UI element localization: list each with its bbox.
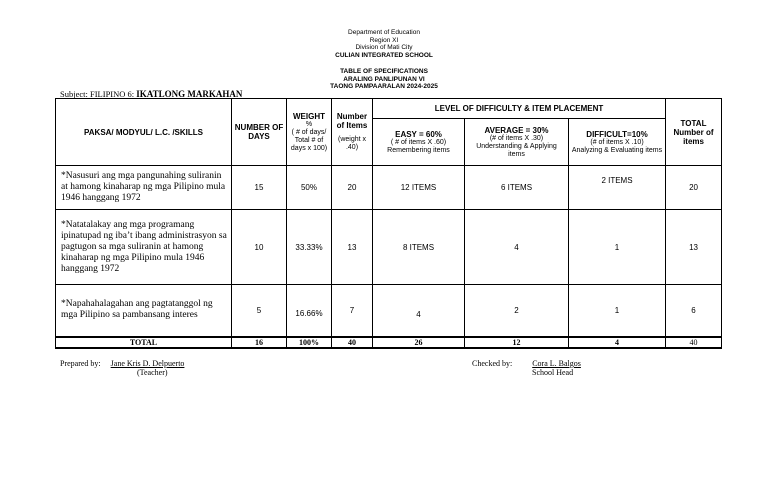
easy-cell: 12 ITEMS [373, 166, 465, 210]
easy-desc: Remembering items [387, 146, 450, 154]
header-weight [287, 99, 332, 166]
total-cell: 6 [666, 285, 722, 337]
average-cell: 4 [465, 210, 569, 285]
header-difficult [569, 119, 666, 166]
days-cell: 10 [232, 210, 287, 285]
average-cell: 2 [465, 285, 569, 337]
weight-cell: 50% [287, 166, 332, 210]
weight-percent: % [305, 120, 313, 128]
average-formula: (# of items X .30) [489, 134, 544, 142]
checked-by-block [472, 359, 581, 368]
items-title: Number of Items [336, 112, 368, 130]
difficult-cell: 1 [569, 210, 666, 285]
table-row [56, 210, 722, 285]
table-row [56, 285, 722, 337]
totals-items: 40 [332, 337, 373, 348]
quarter-label: IKATLONG MARKAHAN [136, 89, 243, 99]
checked-role: School Head [532, 368, 574, 377]
header-average [465, 119, 569, 166]
average-desc: Understanding & Applying items [476, 142, 557, 158]
items-note: (weight x .40) [337, 136, 366, 151]
document-header [0, 29, 768, 59]
weight-note: ( # of days/ Total # of days x 100) [290, 128, 328, 152]
easy-cell: 4 [373, 285, 465, 337]
skill-cell: *Nasusuri ang mga pangunahing suliranin at hamong kinaharap ng mga Pilipino mula 1946 hanggang 1972 [56, 166, 232, 210]
skill-cell: *Natatalakay ang mga programang ipinatupad ng iba’t ibang administrasyon sa pagtugon sa mga suliranin at hamong kinaharap ng mga Pilipino mula 1946 hanggang 1972 [56, 210, 232, 285]
skill-cell: *Napahahalagahan ang pagtatanggol ng mga Pilipino sa pambansang interes [56, 285, 232, 337]
items-cell: 13 [332, 210, 373, 285]
document-title-block [0, 68, 768, 91]
region-name: Region XI [369, 36, 399, 44]
easy-formula: ( # of items X .60) [390, 138, 447, 146]
department-name: Department of Education [348, 29, 420, 36]
easy-title: EASY = 60% [395, 129, 442, 139]
average-cell: 6 ITEMS [465, 166, 569, 210]
items-cell: 7 [332, 285, 373, 337]
totals-weight: 100% [287, 337, 332, 348]
checked-label: Checked by: [472, 359, 513, 368]
division-name: Division of Mati City [355, 44, 413, 51]
difficult-cell: 2 ITEMS [569, 166, 666, 210]
subject-label: Subject: FILIPINO 6: [60, 89, 135, 99]
weight-cell: 16.66% [287, 285, 332, 337]
totals-difficult: 4 [569, 337, 666, 348]
header-skills: PAKSA/ MODYUL/ L.C. /SKILLS [56, 99, 232, 166]
subject-title: ARALING PANLIPUNAN VI [343, 75, 425, 83]
totals-row [56, 337, 722, 348]
prepared-by-block [60, 359, 184, 368]
table-row [56, 166, 722, 210]
header-days: NUMBER OF DAYS [232, 99, 287, 166]
prepared-name: Jane Kris D. Delpuerto [110, 359, 185, 368]
totals-label: TOTAL [56, 337, 232, 348]
weight-title: WEIGHT [293, 111, 325, 121]
document-title: TABLE OF SPECIFICATIONS [340, 68, 428, 75]
header-items [332, 99, 373, 166]
items-cell: 20 [332, 166, 373, 210]
prepared-role: (Teacher) [137, 368, 168, 377]
header-level: LEVEL OF DIFFICULTY & ITEM PLACEMENT [373, 99, 666, 119]
totals-easy: 26 [373, 337, 465, 348]
totals-average: 12 [465, 337, 569, 348]
days-cell: 15 [232, 166, 287, 210]
difficult-formula: (# of items X .10) [590, 138, 644, 146]
prepared-label: Prepared by: [60, 359, 101, 368]
school-year: TAONG PAMPAARALAN 2024-2025 [330, 83, 438, 90]
difficult-cell: 1 [569, 285, 666, 337]
difficult-desc: Analyzing & Evaluating items [571, 146, 663, 154]
totals-total: 40 [666, 337, 722, 348]
average-title: AVERAGE = 30% [484, 125, 549, 135]
total-cell: 20 [666, 166, 722, 210]
difficult-title: DIFFICULT=10% [586, 129, 648, 139]
checked-name: Cora L. Balgos [532, 359, 581, 368]
weight-cell: 33.33% [287, 210, 332, 285]
total-cell: 13 [666, 210, 722, 285]
totals-days: 16 [232, 337, 287, 348]
header-easy [373, 119, 465, 166]
header-total: TOTAL Number of items [666, 99, 722, 166]
school-name: CULIAN INTEGRATED SCHOOL [335, 51, 433, 59]
easy-cell: 8 ITEMS [373, 210, 465, 285]
days-cell: 5 [232, 285, 287, 337]
specifications-table [55, 98, 722, 349]
